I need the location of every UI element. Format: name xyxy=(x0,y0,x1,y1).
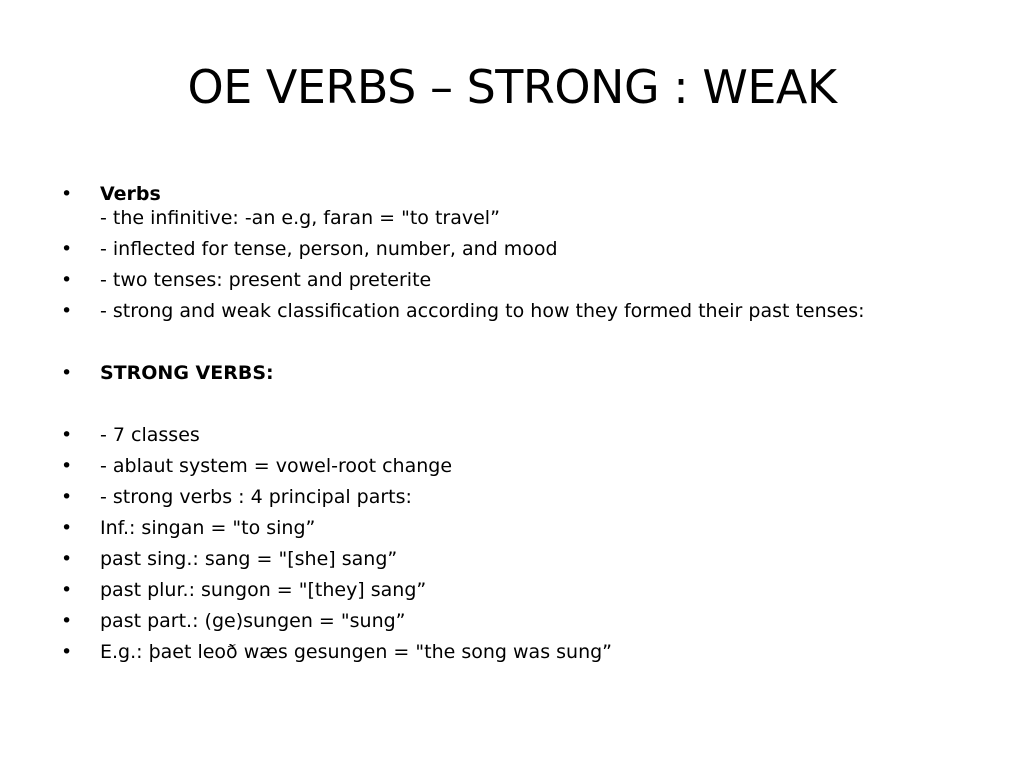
bullet-text: past part.: (ge)sungen = "sung” xyxy=(100,610,406,632)
bullet-heading: Verbs xyxy=(100,183,161,205)
bullet-icon: • xyxy=(61,183,73,205)
bullet-text: E.g.: þaet leoð wæs gesungen = "the song was sung” xyxy=(100,641,613,663)
bullet-icon: • xyxy=(61,579,73,601)
bullet-item xyxy=(60,640,980,664)
bullet-icon: • xyxy=(61,238,73,260)
bullet-text: - ablaut system = vowel-root change xyxy=(100,455,453,477)
bullet-item xyxy=(60,578,980,602)
bullet-item xyxy=(60,237,980,261)
bullet-icon: • xyxy=(61,548,73,570)
bullet-text: Inf.: singan = "to sing” xyxy=(100,517,316,539)
bullet-icon: • xyxy=(61,300,73,322)
slide-title: OE VERBS – STRONG : WEAK xyxy=(187,60,837,114)
bullet-item xyxy=(60,609,980,633)
bullet-item xyxy=(60,516,980,540)
bullet-text: - strong verbs : 4 principal parts: xyxy=(100,486,412,508)
bullet-text: - inflected for tense, person, number, and mood xyxy=(100,238,558,260)
bullet-item xyxy=(60,423,980,447)
bullet-text: past sing.: sang = "[she] sang” xyxy=(100,548,398,570)
bullet-icon: • xyxy=(61,362,73,384)
bullet-item xyxy=(60,182,980,230)
bullet-item xyxy=(60,299,980,323)
bullet-item xyxy=(60,547,980,571)
bullet-text: - 7 classes xyxy=(100,424,200,446)
bullet-icon: • xyxy=(61,486,73,508)
blank-line xyxy=(60,330,980,354)
bullet-list xyxy=(60,182,980,671)
bullet-item xyxy=(60,268,980,292)
bullet-text: - two tenses: present and preterite xyxy=(100,269,432,291)
bullet-icon: • xyxy=(61,641,73,663)
blank-line xyxy=(60,392,980,416)
bullet-icon: • xyxy=(61,424,73,446)
bullet-item xyxy=(60,485,980,509)
bullet-item xyxy=(60,361,980,385)
bullet-icon: • xyxy=(61,269,73,291)
bullet-item xyxy=(60,454,980,478)
bullet-text: - the infinitive: -an e.g, faran = "to travel” xyxy=(100,207,500,229)
bullet-text: - strong and weak classification according to how they formed their past tenses: xyxy=(100,300,865,322)
bullet-icon: • xyxy=(61,517,73,539)
bullet-icon: • xyxy=(61,455,73,477)
bullet-heading: STRONG VERBS: xyxy=(100,362,274,384)
bullet-text: past plur.: sungon = "[they] sang” xyxy=(100,579,427,601)
bullet-icon: • xyxy=(61,610,73,632)
